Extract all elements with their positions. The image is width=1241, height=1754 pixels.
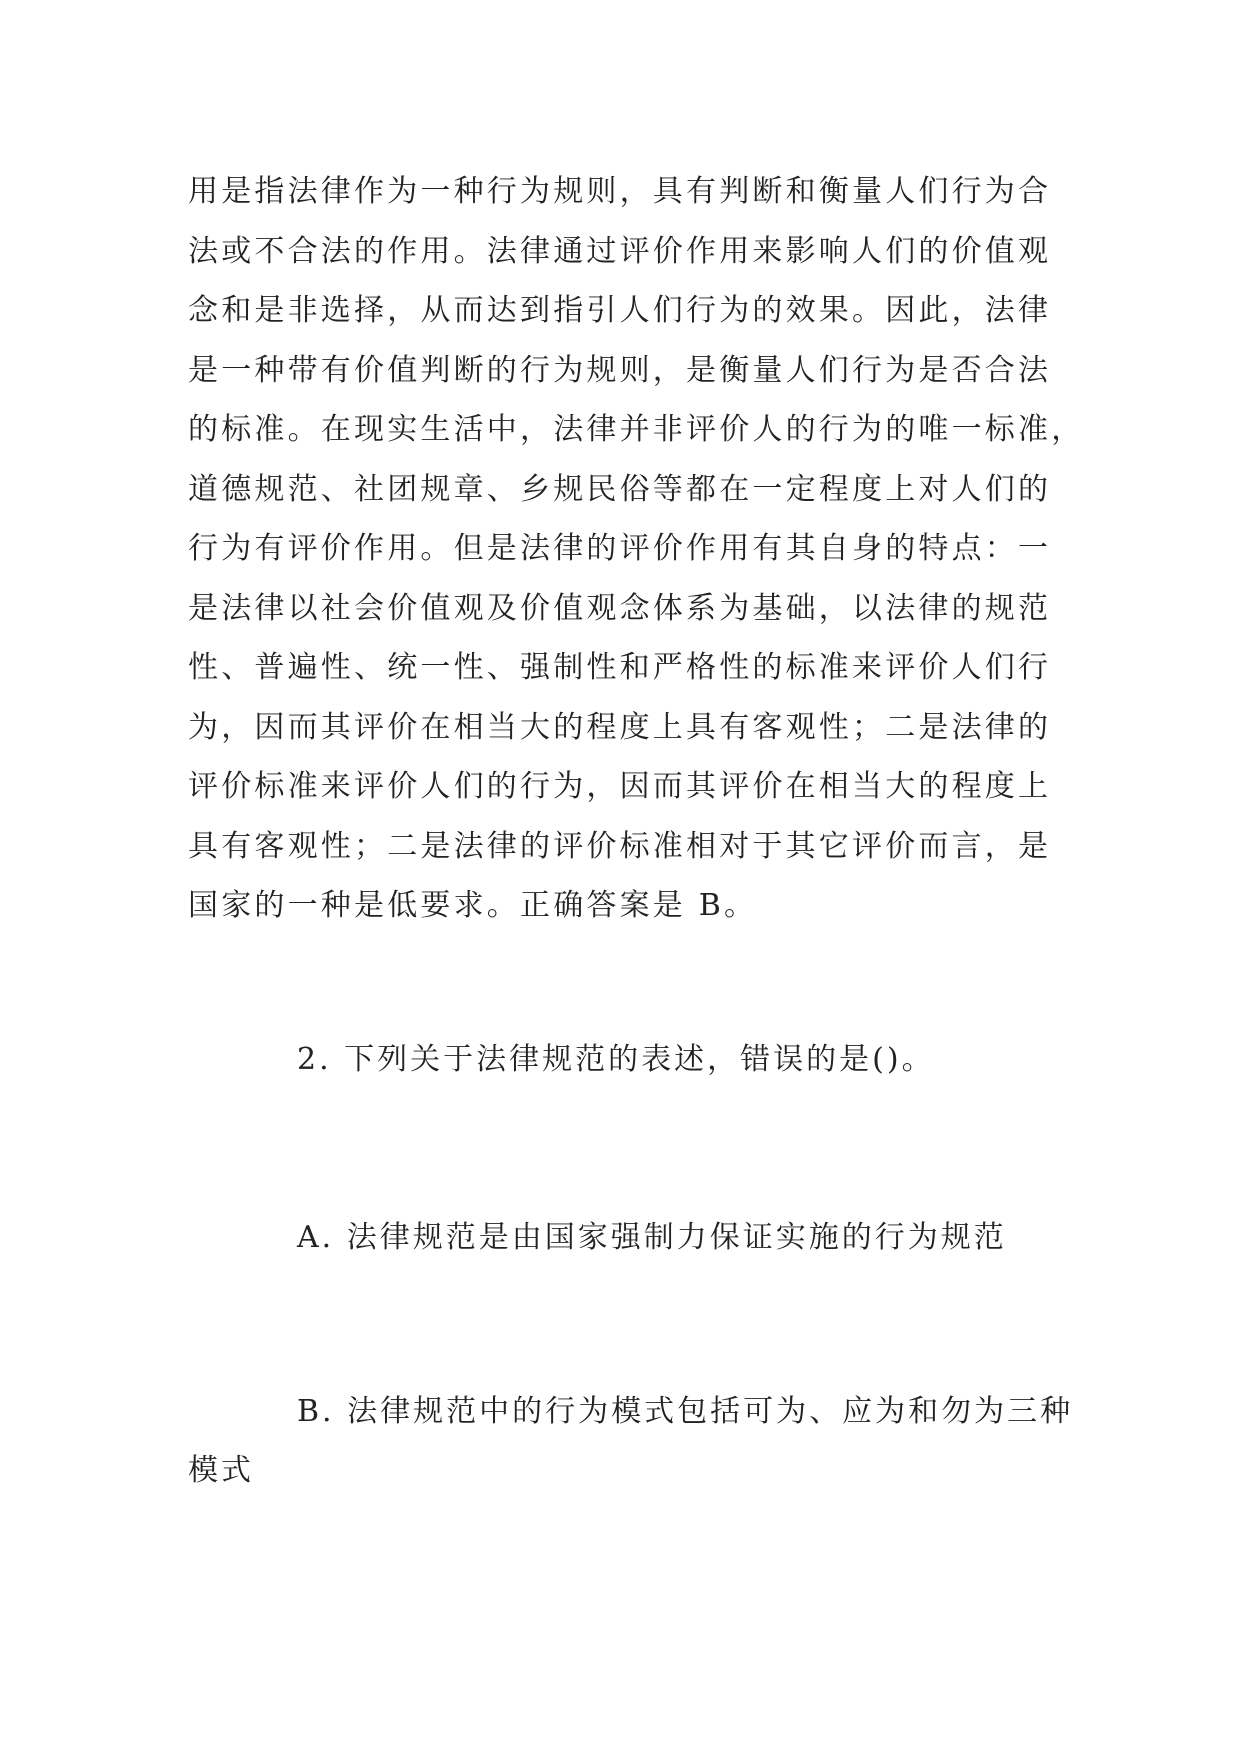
paragraph-line: 评价标准来评价人们的行为，因而其评价在相当大的程度上 [188, 769, 1052, 804]
option-b: B. 法律规范中的行为模式包括可为、应为和勿为三种 [297, 1394, 1074, 1429]
paragraph-line: 具有客观性；二是法律的评价标准相对于其它评价而言，是 [188, 828, 1052, 864]
paragraph-line: 是法律以社会价值观及价值观念体系为基础，以法律的规范 [188, 590, 1052, 626]
paragraph-line: 的标准。在现实生活中，法律并非评价人的行为的唯一标准， [188, 412, 1085, 447]
paragraph-line: 念和是非选择，从而达到指引人们行为的效果。因此，法律 [188, 293, 1052, 328]
option-a: A. 法律规范是由国家强制力保证实施的行为规范 [297, 1220, 1007, 1255]
paragraph-line: 用是指法律作为一种行为规则，具有判断和衡量人们行为合 [188, 174, 1052, 209]
paragraph-line: 国家的一种是低要求。正确答案是 B。 [188, 888, 758, 923]
paragraph-line: 性、普遍性、统一性、强制性和严格性的标准来评价人们行 [188, 650, 1052, 685]
paragraph-line: 行为有评价作用。但是法律的评价作用有其自身的特点：一 [188, 531, 1052, 566]
option-b-continuation: 模式 [188, 1453, 254, 1488]
question-2: 2. 下列关于法律规范的表述，错误的是()。 [297, 1042, 935, 1077]
paragraph-line: 法或不合法的作用。法律通过评价作用来影响人们的价值观 [188, 233, 1052, 269]
paragraph-line: 为，因而其评价在相当大的程度上具有客观性；二是法律的 [188, 709, 1052, 745]
explanation-paragraph [188, 162, 1085, 936]
paragraph-line: 道德规范、社团规章、乡规民俗等都在一定程度上对人们的 [188, 471, 1052, 507]
paragraph-line: 是一种带有价值判断的行为规则，是衡量人们行为是否合法 [188, 352, 1052, 388]
